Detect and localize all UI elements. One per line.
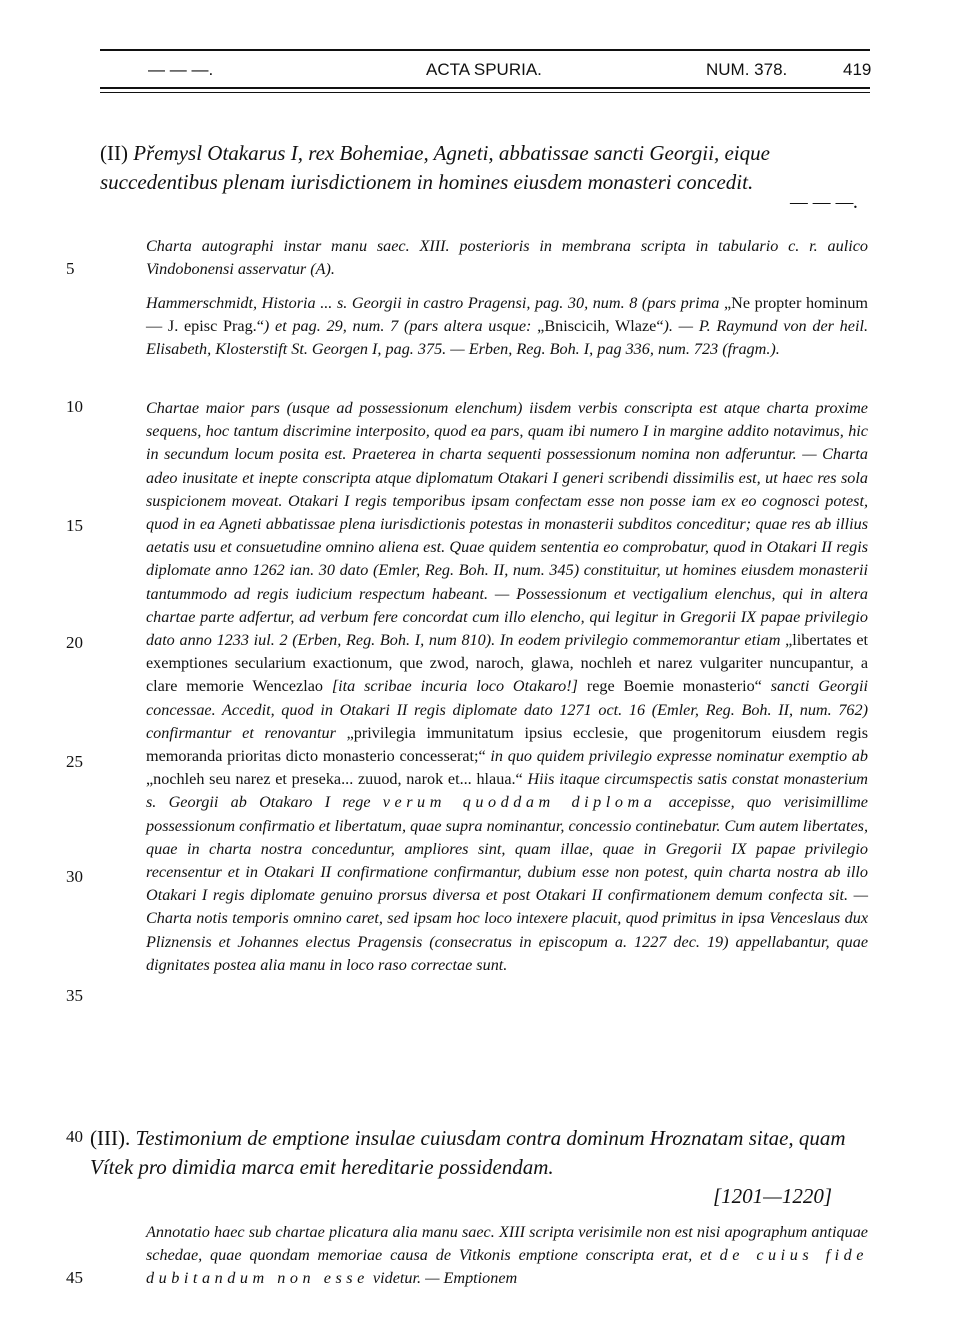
document-iii-number: (III). <box>90 1126 131 1150</box>
line-number-40: 40 <box>66 1127 83 1146</box>
line-number-45: 45 <box>66 1268 83 1287</box>
line-number-15: 15 <box>66 516 83 535</box>
document-iii-date: [1201—1220] <box>713 1184 833 1208</box>
header-bottom-rule <box>100 87 870 89</box>
header-left-mark: — — —. <box>148 60 214 79</box>
commentary-quote-1: „libertates et exemptiones secularium exactionum, que zwod, naroch, glawa, nochleh et narez vulgariter nuncupantur, a clare memorie Wencezlao <box>146 631 868 696</box>
annotation-part-b: videtur. — Emptionem <box>368 1268 518 1287</box>
editions-quote-b: „Ne propter hominum — J. episc Prag.“ <box>146 294 868 335</box>
line-number-5: 5 <box>66 259 75 278</box>
commentary-part-5: Hiis itaque circumspectis satis constat monasterium s. Georgii ab Otakaro I rege <box>146 770 868 812</box>
document-iii-annotation <box>146 1221 868 1290</box>
commentary-part-2: [ita scribae incuria loco Otakaro!] <box>331 677 578 696</box>
editions-quote-d: „Bniscicih, Wlaze“ <box>537 316 664 335</box>
commentary-quote-3: „privilegia immunitatum ipsius ecclesie, que progenitorum eiusdem regis memoranda prioritas dicto monasterio concesserat;“ <box>146 723 869 766</box>
document-ii-source: Charta autographi instar manu saec. XIII. posterioris in membrana scripta in tabulario c. r. aulico Vindobonensi asservatur (A). <box>146 237 868 278</box>
document-iii-title: Testimonium de emptione insulae cuiusdam contra dominum Hroznatam sitae, quam Vítek pro dimidia marca emit hereditarie possidendam. <box>90 1126 846 1179</box>
commentary-part-4: in quo quidem privilegio expresse nominatur exemptio ab <box>485 747 868 766</box>
document-ii-date: — — —. <box>790 191 859 213</box>
editions-part-a: Hammerschmidt, Historia ... s. Georgii in castro Pragensi, pag. 30, num. 8 (pars prima <box>146 294 720 312</box>
commentary-part-1: Chartae maior pars (usque ad possessionum elenchum) iisdem verbis conscripta est atque charta proxime sequens, hoc tantum discrimine interposito, quod ea pars, quam ibi numero I in margine addito notavimus, hic in secundum locum posita est. Praeterea in charta sequenti possessionum nomina non adferuntur. — Charta adeo inusitate et inepte conscripta atque diplomatum Otakari I generi scribendi dissimilis est, ut haec res sola suspicionem moveat. Otakari I regis temporibus ipsam confectam esse non posse iam ex eo cognosci potest, quod in ea Agneti abbatissae plena iurisdictionis potestas in monasterii subditos conceditur; quae res ab illius aetatis usu et consuetudine omnino aliena est. Quae quidem sententia eo comprobatur, quod in Otakari II regis diplomate anno 1262 ian. 30 dato (Emler, Reg. Boh. II, num. 345) constituitur, ut homines eiusdem monasterii tantummodo ad regis iudicium respectum habeant. — Possessionum et vectigalium elenchus, qui in altera chartae parte adfertur, ad verbum fere concordat cum illo elencho, qui legitur in Gregorii IX papae privilegio dato anno 1233 iul. 2 (Erben, Reg. Boh. I, num 810). In eodem privilegio commemorantur etiam <box>146 399 868 650</box>
line-number-30: 30 <box>66 867 83 886</box>
commentary-part-3: sancti Georgii concessae. Accedit, quod in Otakari II regis diplomate dato 1271 oct. 16 (Emler, Reg. Boh. II, num. 762) confirmantur et renovantur <box>146 677 868 742</box>
commentary-quote-4: „nochleh seu narez et preseka... zuuod, narok et... hlaua.“ <box>146 770 523 789</box>
commentary-spaced: verum quoddam diploma <box>382 793 657 812</box>
page-number: 419 <box>843 60 872 79</box>
document-ii-commentary <box>146 397 868 977</box>
commentary-quote-2: rege Boemie monasterio“ <box>577 677 771 696</box>
document-ii-editions <box>146 292 868 361</box>
document-iii-heading <box>90 1124 870 1182</box>
header-title: ACTA SPURIA. <box>426 60 542 79</box>
document-ii-number: (II) <box>100 141 128 165</box>
line-number-20: 20 <box>66 633 83 652</box>
line-number-35: 35 <box>66 986 83 1005</box>
document-ii-heading <box>100 139 870 197</box>
annotation-spaced: de cuius fide dubitandum non esse <box>146 1245 868 1287</box>
header-number: NUM. 378. <box>706 60 788 79</box>
header-top-rule <box>100 49 870 51</box>
line-number-10: 10 <box>66 397 83 416</box>
line-number-25: 25 <box>66 752 83 771</box>
commentary-part-6: accepisse, quo verisimillime possessionum confirmatio et libertatum, quae supra nominantur, concessio continebatur. Cum autem libertates, quae in charta nostra conceduntur, ampliores sint, quam illae, quae in Gregorii IX papae privilegio recensentur et in Otakari II confirmatione confirmantur, dubium esse non potest, quin charta nostra ab illo Otakari I regis diplomate genuino prorsus diversa et post Otakari II confirmationem demum confecta sit. — Charta notis temporis omnino caret, sed ipsam hoc loco intexere placuit, quod primitus in ipsa Venceslaus dux Pliznensis et Johannes electus Pragensis (consecratus in episcopum a. 1227 dec. 19) appellabantur, quae dignitates postea alia manu in loco raso correctae sunt. <box>146 793 868 974</box>
editions-part-e: ). — P. Raymund von der heil. Elisabeth, Klosterstift St. Georgen I, pag. 375. — Erben, Reg. Boh. I, pag 336, num. 723 (fragm.). <box>146 316 869 358</box>
annotation-part-a: Annotatio haec sub chartae plicatura alia manu saec. XIII scripta verisimile non est nisi apographum antiquae schedae, quae quondam memoriae causa de Vitkonis emptione conscripta erat, et <box>146 1223 868 1264</box>
editions-part-c: ) et pag. 29, num. 7 (pars altera usque: <box>263 316 538 335</box>
header-bottom-rule-thin <box>100 92 870 93</box>
running-header <box>100 60 870 84</box>
document-ii-title: Přemysl Otakarus I, rex Bohemiae, Agneti, abbatissae sancti Georgii, eique succedentibus plenam iurisdictionem in homines eiusdem monasteri concedit. <box>100 141 770 194</box>
